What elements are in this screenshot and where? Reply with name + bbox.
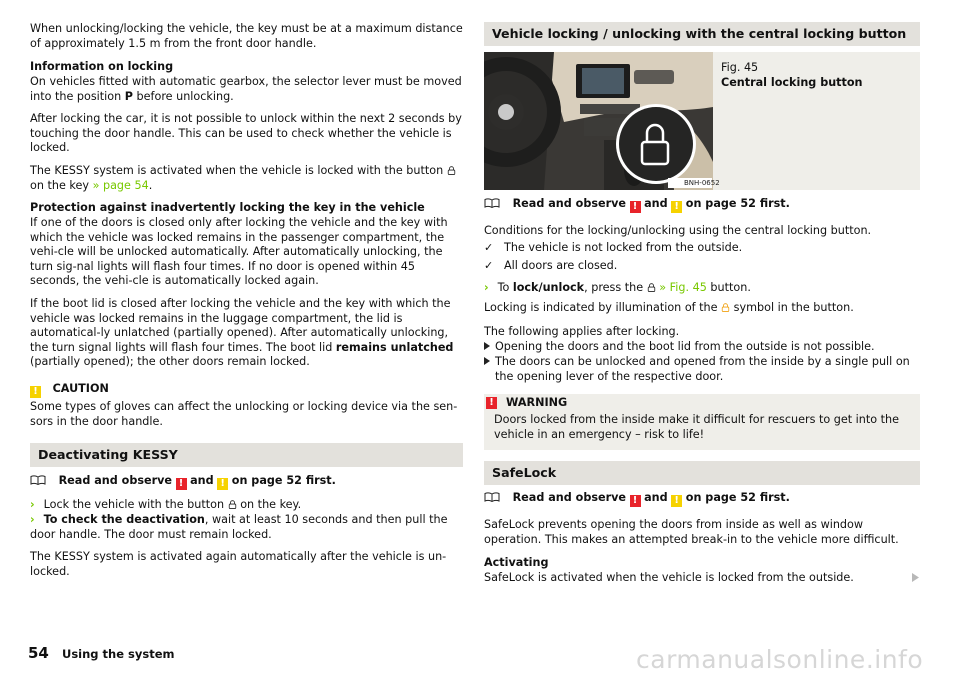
applies-item [484,340,920,355]
kessy-text-b: on the key [30,178,89,192]
continue-arrow-icon [912,573,919,582]
warning-text: Doors locked from the inside make it difficult for rescuers to get into the vehicle in an emergency – risk to life! [494,413,900,441]
figure-caption: Central locking button [721,76,863,89]
safelock-title: SafeLock [492,465,557,480]
caution-icon: ! [217,478,228,490]
safelock-text: SafeLock prevents opening the doors from inside as well as window operation. This makes an attempted break-in to the vehicle more difficult. [484,518,899,546]
caution-icon: ! [671,495,682,507]
read-observe-b: on page 52 first. [685,197,790,210]
read-observe-line [484,197,790,213]
warning-icon: ! [176,478,187,490]
step2-text: , wait at least 10 seconds and then pull the door handle. The door must remain locked. [30,513,448,541]
indicated-text [484,301,920,316]
book-icon [484,492,500,502]
chevron-right-icon: › [30,498,35,511]
triangle-bullet-icon [484,357,490,365]
step-1 [30,498,463,513]
caution-icon: ! [30,386,41,398]
read-observe-and: and [644,197,668,210]
section-bar-central-locking [484,22,920,46]
checkmark-icon: ✓ [484,241,494,254]
step2-bold: To check the deactivation [43,513,205,526]
read-observe-line [30,474,336,490]
car-interior-illustration [484,52,713,190]
book-icon [484,198,500,208]
step1-text-b: on the key. [240,498,302,511]
book-icon [30,475,46,485]
read-observe-line [484,491,790,507]
info-text-a: On vehicles fitted with automatic gearbox, the selector lever must be moved into the position [30,75,462,103]
info-text [30,75,463,104]
figure-link[interactable]: » Fig. 45 [659,281,707,294]
boot-text-bold: remains unlatched [335,340,454,354]
central-locking-title: Vehicle locking / unlocking with the central locking button [492,26,907,41]
warning-icon: ! [630,201,641,213]
condition-text: The vehicle is not locked from the outside. [504,241,743,254]
protection-text: If one of the doors is closed only after locking the vehicle and the key with which the vehicle was locked remains in the passenger compartment, the vehi-cle will be unlocked automatically. After automatically unlocking, the turn sig-nal lights will flash four times. If no door is opened within 45 seconds, the vehi-cle is automatically locked again. [30,216,448,288]
step-2 [30,513,463,542]
lock-icon [228,500,237,509]
indicated-b: symbol in the button. [733,301,854,314]
warning-icon: ! [630,495,641,507]
indicated-a: Locking is indicated by illumination of the [484,301,718,314]
section-bar-safelock [484,461,920,485]
applies-item-text: Opening the doors and the boot lid from the outside is not possible. [495,340,875,353]
info-heading: Information on locking [30,60,174,73]
applies-item-text: The doors can be unlocked and opened from the inside by a single pull on the opening lever of the respective door. [495,355,910,383]
page-link[interactable]: » page 54 [92,178,149,192]
protection-heading: Protection against inadvertently locking the key in the vehicle [30,201,425,214]
read-observe-and: and [190,474,214,487]
conditions-text: Conditions for the locking/unlocking using the central locking button. [484,224,872,237]
page-number: 54 [28,644,49,662]
applies-item [484,355,920,384]
caution-title: CAUTION [52,382,109,395]
position-p: P [124,89,133,103]
chevron-right-icon: › [484,281,489,294]
boot-text-b: (partially opened); the other doors remain locked. [30,355,310,369]
lock-icon [647,283,656,292]
caution-icon: ! [671,201,682,213]
figure-number: Fig. 45 [721,61,759,74]
section-bar-deactivating [30,443,463,467]
lock-icon [447,166,456,175]
to-lock-bold: lock/unlock [512,281,585,294]
to-lock-b: , press the [584,281,644,294]
triangle-bullet-icon [484,342,490,350]
warning-icon: ! [486,397,497,409]
boot-text-a: If the boot lid is closed after locking the vehicle and the key with which the vehicle was locked remains in the luggage compartment, the lid is automatical-ly unlatched (partially opened). After automatically unlocking, the turn signal lights will flash four times. The boot lid [30,297,451,354]
lock-unlock-step [484,281,920,296]
warning-box [484,394,920,450]
kessy-text [30,164,463,193]
applies-text: The following applies after locking. [484,325,680,338]
watermark: carmanualsonline.info [636,645,924,674]
figure-panel [484,52,920,190]
info-text-b: before unlocking. [136,89,234,103]
read-observe-b: on page 52 first. [231,474,336,487]
lock-icon [721,303,730,312]
figure-code: BNH-0652 [684,179,720,187]
warning-title: WARNING [506,396,568,409]
read-observe-a: Read and observe [512,491,626,504]
boot-lid-text [30,297,463,370]
activating-text: SafeLock is activated when the vehicle is locked from the outside. [484,571,854,584]
after-locking-text: After locking the car, it is not possible to unlock within the next 2 seconds by touching the door handle. This can be used to check whether the vehicle is locked. [30,112,462,155]
footer-section: Using the system [62,647,175,661]
caution-text: Some types of gloves can affect the unlocking or locking device via the sen-sors in the door handle. [30,400,458,428]
kessy-text-end: . [148,178,153,192]
kessy-text-a: The KESSY system is activated when the vehicle is locked with the button [30,164,444,177]
read-observe-b: on page 52 first. [685,491,790,504]
condition-item [484,241,920,256]
read-observe-a: Read and observe [512,197,626,210]
to-lock-c: button. [710,281,751,294]
activating-heading: Activating [484,556,549,569]
key-distance-text: When unlocking/locking the vehicle, the key must be at a maximum distance of approximately 1.5 m from the front door handle. [30,22,463,50]
condition-text: All doors are closed. [504,259,618,272]
read-observe-and: and [644,491,668,504]
caution-heading [30,382,109,398]
chevron-right-icon: › [30,513,35,526]
reactivation-text: The KESSY system is activated again automatically after the vehicle is un-locked. [30,550,447,578]
checkmark-icon: ✓ [484,259,494,272]
condition-item [484,259,920,274]
deactivating-title: Deactivating KESSY [38,447,178,462]
step1-text-a: Lock the vehicle with the button [43,498,225,511]
read-observe-a: Read and observe [58,474,172,487]
to-lock-a: To [497,281,510,294]
